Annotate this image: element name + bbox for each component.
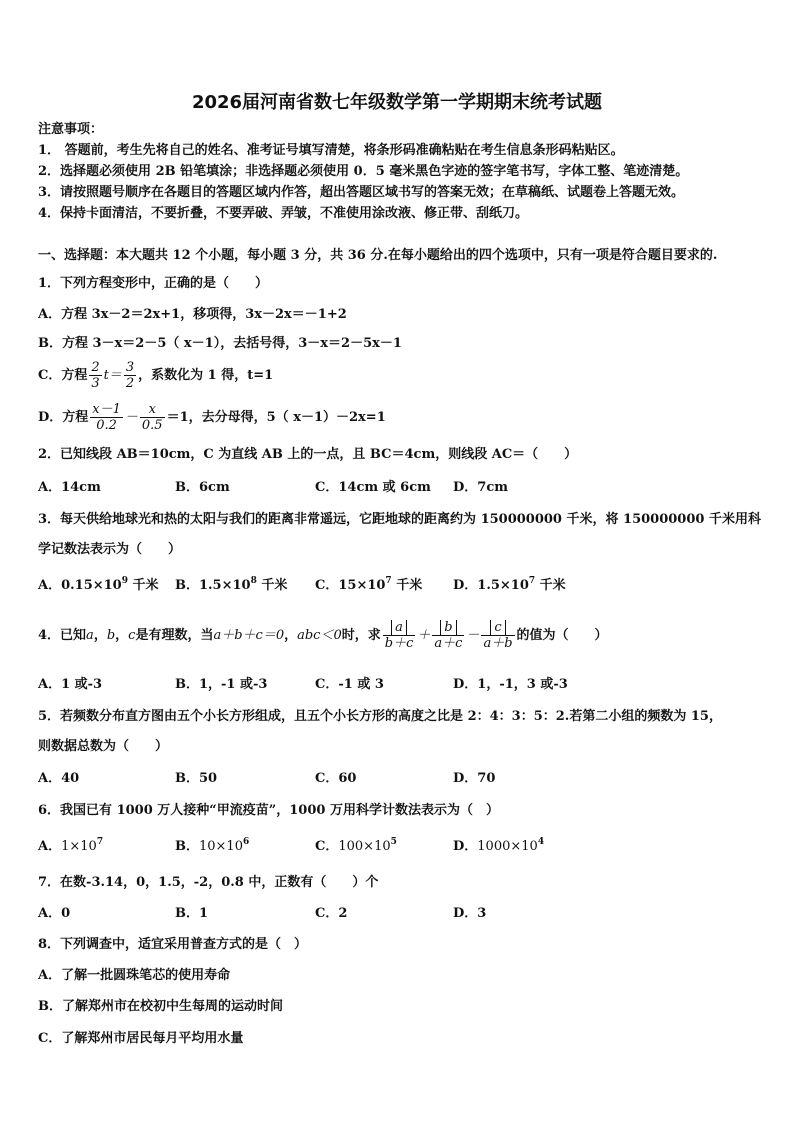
q4-minus: －: [466, 628, 480, 643]
fraction-denominator: a＋b: [483, 636, 513, 651]
option-exponent: 9: [121, 576, 128, 586]
option-label: A．: [38, 839, 62, 854]
fraction-numerator: 3: [125, 360, 135, 375]
q1-d-fraction-1: [90, 402, 123, 433]
q4-text: 时，求: [341, 628, 381, 643]
q6-option-b: [175, 839, 249, 855]
abs-value: c: [490, 620, 505, 635]
q3-option-b: [175, 578, 287, 594]
q3-stem-line-1: 3．每天供给地球光和热的太阳与我们的距离非常遥远，它距地球的距离约为 150000000 千米，将 150000000 千米用科: [38, 512, 761, 527]
q4-option-d: D．1，-1，3 或-3: [453, 677, 568, 692]
q3-stem-line-2: 学记数法表示为（ ）: [38, 542, 182, 557]
q1-option-d: [38, 396, 386, 440]
option-label: D．: [453, 839, 478, 854]
fraction-denominator: b＋c: [384, 636, 414, 651]
option-base: C．15×10: [315, 578, 386, 593]
option-exponent: 7: [528, 576, 536, 586]
q1-c-suffix: ，系数化为 1 得，t=1: [138, 368, 274, 383]
option-unit: 千米: [128, 578, 159, 593]
q7-option-b: B．1: [175, 906, 209, 921]
q7-option-a: A．0: [38, 906, 71, 921]
option-base: 10×10: [199, 839, 243, 854]
q4-sep: ，: [115, 628, 129, 643]
q7-option-c: C．2: [315, 906, 348, 921]
option-base: D．1.5×10: [453, 578, 529, 593]
q5-stem-line-2: 则数据总数为（ ）: [38, 739, 169, 754]
q3-option-c: [315, 578, 422, 594]
q8-option-c: C．了解郑州市居民每月平均用水量: [38, 1031, 244, 1046]
q2-option-a: A．14cm: [38, 480, 101, 495]
fraction-denominator: 0.5: [141, 418, 163, 433]
q4-suffix: 的值为（ ）: [516, 628, 608, 643]
notice-item-2: 2．选择题必须使用 2B 铅笔填涂；非选择题必须使用 0．5 毫米黑色字迹的签字笔书写，字体工整、笔迹清楚。: [38, 164, 689, 179]
fraction-numerator: 2: [91, 360, 100, 375]
q4-option-b: B．1，-1 或-3: [175, 677, 268, 692]
q6-stem: 6．我国已有 1000 万人接种“甲流疫苗”，1000 万用科学计数法表示为（ ）: [38, 803, 499, 818]
q1-option-b: B．方程 3－x＝2－5（ x－1），去括号得，3－x＝2－5x－1: [38, 336, 402, 351]
q4-var-b: b: [106, 628, 116, 643]
q4-sep: ，: [284, 628, 298, 643]
q1-c-prefix: C．方程: [38, 368, 88, 383]
option-label: B．: [175, 839, 199, 854]
q4-fraction-3: [481, 620, 514, 651]
q3-option-d: [453, 578, 566, 594]
notice-item-1: 1． 答题前，考生先将自己的姓名、准考证号填写清楚，将条形码准确粘贴在考生信息条形码粘贴区。: [38, 143, 624, 158]
q6-option-a: [38, 839, 103, 855]
abs-value: b: [440, 620, 456, 635]
notice-item-3: 3．请按照题号顺序在各题目的答题区域内作答，超出答题区域书写的答案无效；在草稿纸、试题卷上答题无效。: [38, 185, 685, 200]
q4-option-c: C．-1 或 3: [315, 677, 384, 692]
q3-option-a: [38, 578, 159, 594]
q1-c-middle: t＝: [103, 368, 122, 383]
q4-fraction-1: [383, 620, 416, 651]
q2-option-c: C．14cm 或 6cm: [315, 480, 431, 495]
fraction-numerator: x: [140, 402, 165, 418]
q4-condition-sum: a＋b＋c＝0: [213, 628, 285, 643]
q4-sep: ，: [93, 628, 107, 643]
q4-stem: [38, 614, 608, 658]
fraction-denominator: 2: [125, 376, 135, 391]
fraction-denominator: 0.2: [96, 418, 117, 433]
option-base: 100×10: [338, 839, 391, 854]
q8-stem: 8．下列调查中，适宜采用普查方式的是（ ）: [38, 937, 308, 952]
q1-d-prefix: D．方程: [38, 410, 89, 425]
option-exponent: 4: [537, 837, 545, 847]
q1-d-minus: －: [124, 410, 138, 425]
abs-value: a: [391, 620, 407, 635]
fraction-numerator: [383, 620, 416, 636]
q4-prefix: 4．已知: [38, 628, 87, 643]
q4-plus: ＋: [417, 628, 431, 643]
q2-stem: 2．已知线段 AB＝10cm，C 为直线 AB 上的一点，且 BC＝4cm，则线段 AC＝（ ）: [38, 447, 578, 462]
q5-stem-line-1: 5．若频数分布直方图由五个小长方形组成，且五个小长方形的高度之比是 2：4：3：5：2.若第二小组的频数为 15，: [38, 709, 722, 724]
q7-option-d: D．3: [453, 906, 487, 921]
fraction-numerator: [432, 620, 464, 636]
q1-option-a: A．方程 3x－2＝2x+1，移项得，3x－2x＝－1+2: [38, 307, 347, 322]
q1-option-c: [38, 354, 273, 398]
q4-text: 是有理数，当: [135, 628, 214, 643]
q6-option-d: [453, 839, 544, 855]
q1-d-suffix: ＝1，去分母得，5（ x－1）－2x=1: [166, 410, 386, 425]
option-unit: 千米: [535, 578, 566, 593]
fraction-denominator: 3: [91, 376, 100, 391]
q4-var-c: c: [128, 628, 136, 643]
q5-option-d: D．70: [453, 771, 496, 786]
option-base: A．0.15×10: [38, 578, 122, 593]
q5-option-c: C．60: [315, 771, 357, 786]
option-exponent: 8: [250, 576, 257, 586]
q1-c-fraction-1: [89, 360, 101, 391]
q4-var-a: a: [86, 628, 94, 643]
option-unit: 千米: [256, 578, 288, 593]
option-exponent: 6: [242, 837, 250, 847]
q2-option-b: B．6cm: [175, 480, 230, 495]
q1-c-fraction-2: [124, 360, 136, 391]
option-exponent: 5: [390, 837, 397, 847]
q8-option-a: A．了解一批圆珠笔芯的使用寿命: [38, 968, 231, 983]
q4-condition-product: abc＜0: [297, 628, 342, 643]
q5-option-b: B．50: [175, 771, 218, 786]
section-heading: 一、选择题：本大题共 12 个小题，每小题 3 分，共 36 分.在每小题给出的四个选项中，只有一项是符合题目要求的.: [38, 248, 718, 263]
q7-stem: 7．在数-3.14，0，1.5，-2，0.8 中，正数有（ ）个: [38, 875, 379, 890]
q1-stem: 1．下列方程变形中，正确的是（ ）: [38, 276, 269, 291]
option-exponent: 7: [385, 576, 392, 586]
q1-d-fraction-2: [140, 402, 165, 433]
fraction-numerator: x－1: [92, 402, 121, 417]
q4-fraction-2: [432, 620, 464, 651]
q8-option-b: B．了解郑州市在校初中生每周的运动时间: [38, 999, 283, 1014]
fraction-numerator: [481, 620, 514, 636]
option-unit: 千米: [391, 578, 423, 593]
notice-heading: 注意事项：: [38, 122, 104, 137]
option-base: 1×10: [61, 839, 97, 854]
exam-title: 2026届河南省数七年级数学第一学期期末统考试题: [191, 92, 603, 113]
notice-item-4: 4．保持卡面清洁，不要折叠，不要弄破、弄皱，不准使用涂改液、修正带、刮纸刀。: [38, 206, 529, 221]
option-label: C．: [315, 839, 339, 854]
option-exponent: 7: [96, 837, 104, 847]
q4-option-a: A．1 或-3: [38, 677, 103, 692]
fraction-denominator: a＋c: [434, 636, 463, 651]
option-base: 1000×10: [477, 839, 538, 854]
option-base: B．1.5×10: [175, 578, 251, 593]
q2-option-d: D．7cm: [453, 480, 508, 495]
q5-option-a: A．40: [38, 771, 80, 786]
q6-option-c: [315, 839, 397, 855]
